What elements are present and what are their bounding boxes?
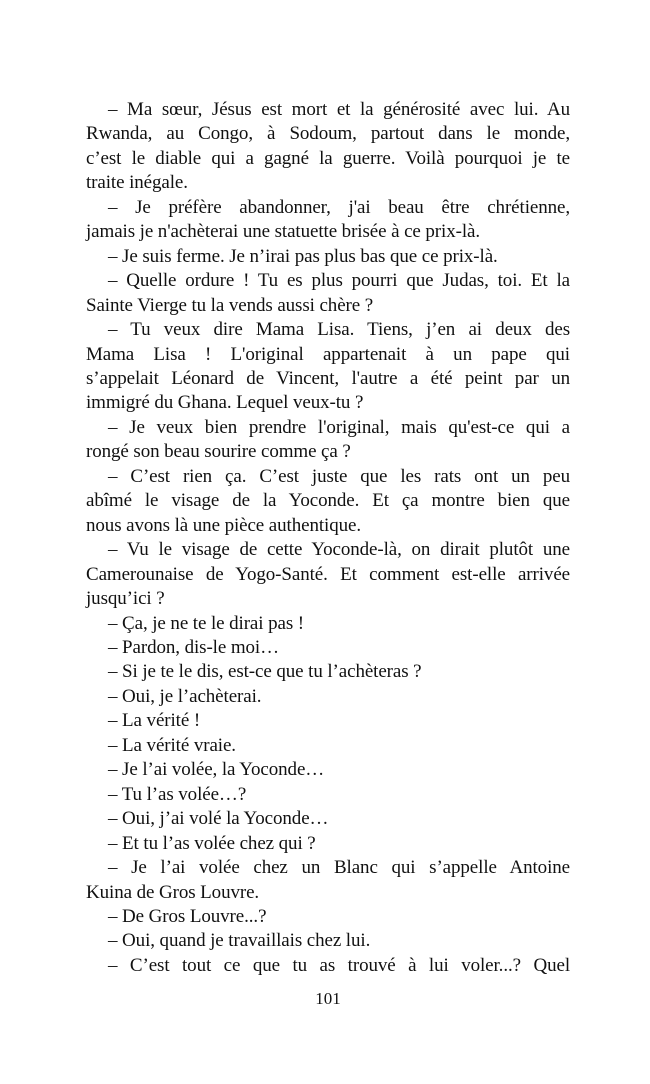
paragraph: [86, 245, 570, 269]
text-line: jamais je n'achèterai une statuette brisée à ce prix-là.: [86, 221, 480, 243]
paragraph: [86, 905, 570, 929]
paragraph: [86, 807, 570, 831]
paragraph: [86, 269, 570, 318]
text-line: – Je suis ferme. Je n’irai pas plus bas que ce prix-là.: [108, 245, 498, 267]
text-line: – Je préfère abandonner, j'ai beau être chrétienne,: [108, 196, 570, 218]
text-line: – De Gros Louvre...?: [108, 905, 267, 927]
text-line: – Ça, je ne te le dirai pas !: [108, 612, 304, 634]
text-line: – C’est rien ça. C’est juste que les rats ont un peu: [108, 465, 570, 487]
text-line: traite inégale.: [86, 172, 188, 194]
paragraph: [86, 685, 570, 709]
paragraph: [86, 98, 570, 196]
text-line: nous avons là une pièce authentique.: [86, 514, 361, 536]
text-line: – Quelle ordure ! Tu es plus pourri que Judas, toi. Et la: [108, 270, 570, 292]
text-line: – Et tu l’as volée chez qui ?: [108, 832, 316, 854]
page-number: 101: [315, 989, 341, 1009]
text-line: – Je l’ai volée chez un Blanc qui s’appelle Antoine: [108, 857, 570, 879]
text-line: Kuina de Gros Louvre.: [86, 881, 260, 903]
paragraph: [86, 954, 570, 978]
paragraph: [86, 929, 570, 953]
text-line: – Oui, j’ai volé la Yoconde…: [108, 808, 329, 830]
text-line: – La vérité vraie.: [108, 734, 236, 756]
paragraph: [86, 758, 570, 782]
paragraph: [86, 416, 570, 465]
text-line: jusqu’ici ?: [86, 588, 165, 610]
text-line: Sainte Vierge tu la vends aussi chère ?: [86, 294, 374, 316]
body-text: [86, 98, 570, 978]
text-line: – La vérité !: [108, 710, 201, 732]
text-line: – Ma sœur, Jésus est mort et la générosité avec lui. Au: [108, 99, 570, 120]
paragraph: [86, 856, 570, 905]
paragraph: [86, 196, 570, 245]
paragraph: [86, 636, 570, 660]
text-line: abîmé le visage de la Yoconde. Et ça montre bien que: [86, 490, 570, 512]
paragraph: [86, 734, 570, 758]
paragraph: [86, 783, 570, 807]
text-line: – Si je te le dis, est-ce que tu l’achèteras ?: [108, 661, 422, 683]
paragraph: [86, 709, 570, 733]
text-line: – Je veux bien prendre l'original, mais qu'est-ce qui a: [108, 416, 570, 438]
text-line: – Pardon, dis-le moi…: [108, 636, 279, 658]
paragraph: [86, 538, 570, 611]
text-line: – Je l’ai volée, la Yoconde…: [108, 759, 325, 781]
text-line: – Oui, quand je travaillais chez lui.: [108, 930, 371, 952]
text-line: – Oui, je l’achèterai.: [108, 685, 262, 707]
text-line: – Vu le visage de cette Yoconde-là, on dirait plutôt une: [108, 539, 570, 561]
text-line: – Tu l’as volée…?: [108, 783, 247, 805]
book-page: [86, 98, 570, 1010]
text-line: rongé son beau sourire comme ça ?: [86, 441, 351, 463]
text-line: immigré du Ghana. Lequel veux-tu ?: [86, 392, 364, 414]
paragraph: [86, 318, 570, 416]
text-line: – C’est tout ce que tu as trouvé à lui voler...? Quel: [108, 954, 570, 976]
paragraph: [86, 612, 570, 636]
paragraph: [86, 660, 570, 684]
text-line: – Tu veux dire Mama Lisa. Tiens, j’en ai deux des: [108, 319, 570, 341]
text-line: Rwanda, au Congo, à Sodoum, partout dans le monde,: [86, 123, 570, 145]
text-line: Camerounaise de Yogo-Santé. Et comment est-elle arrivée: [86, 563, 570, 585]
text-line: c’est le diable qui a gagné la guerre. Voilà pourquoi je te: [86, 147, 570, 169]
text-line: s’appelait Léonard de Vincent, l'autre a été peint par un: [86, 367, 570, 389]
text-line: Mama Lisa ! L'original appartenait à un pape qui: [86, 343, 570, 365]
paragraph: [86, 832, 570, 856]
paragraph: [86, 465, 570, 538]
